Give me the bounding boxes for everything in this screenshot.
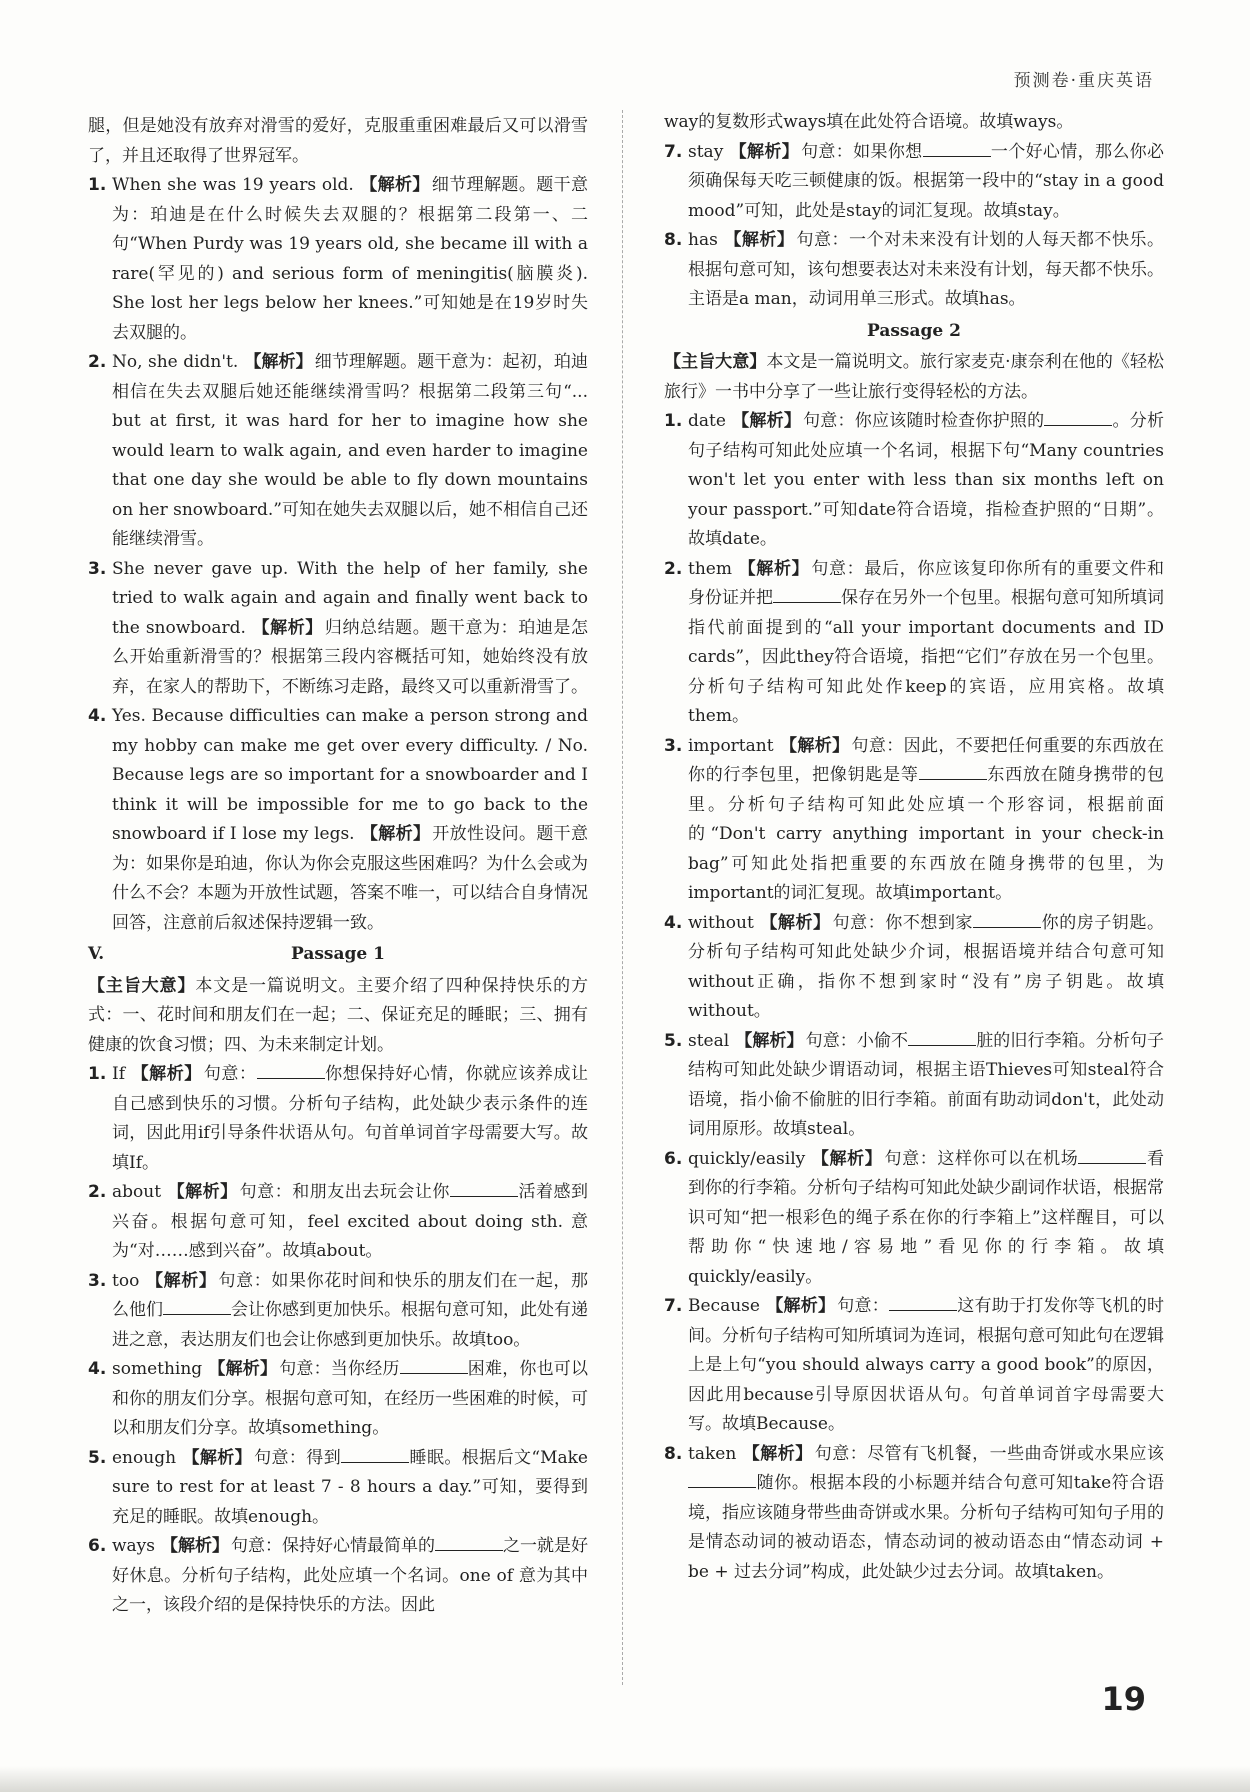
analysis-text-after: 会让你感到更加快乐。根据句意可知，此处有递进之意，表达朋友们也会让你感到更加快乐。故填too。 [112,1300,588,1350]
analysis-tag: 【解析】 [182,1447,253,1468]
item-answer: date [688,411,726,431]
item-number: 3. [88,1270,107,1291]
fill-blank-line [435,1532,503,1551]
analysis-text: 开放性设问。题干意为：如果你是珀迪，你认为你会克服这些困难吗？为什么会或为什么不会？本题为开放性试题，答案不唯一，可以结合自身情况回答，注意前后叙述保持逻辑一致。 [112,824,589,933]
fill-blank-line [257,1060,325,1079]
analysis-text-before: 句意：当你经历 [279,1359,400,1379]
analysis-tag: 【解析】 [811,1148,883,1169]
item-number: 3. [664,735,683,756]
analysis-text-before: 句意：这样你可以在机场 [884,1148,1079,1169]
answer-item [664,1292,1164,1440]
fill-blank-line [450,1178,518,1197]
item-answer: enough [112,1447,177,1468]
analysis-text-before: 句意：因此，不要把任何重要的东西放在你的行李包里，把像钥匙是等 [688,735,1165,785]
passage-2-summary [664,348,1164,407]
item-answer: about [112,1182,162,1202]
item-answer: No, she didn't. [112,352,239,372]
analysis-tag: 【解析】 [759,912,831,933]
analysis-tag: 【解析】 [244,352,313,372]
analysis-text-after: 你的房子钥匙。分析句子结构可知此处缺少介词，根据语境并结合句意可知without正确，指你不想到家时“没有”房子钥匙。故填without。 [688,912,1165,1021]
answer-item [88,171,588,348]
answer-item [664,226,1164,315]
analysis-text: 细节理解题。题干意为：起初，珀迪相信在失去双腿后她还能继续滑雪吗？根据第二段第三句“... but at first, it was hard for her to imagine how she would learn to walk again, and even harder to imagine that one day she would be able to fly down mountains on her snowboard.”可知在她失去双腿以后，她不相信自己还能继续滑雪。 [112,352,589,549]
item-answer: without [688,912,754,933]
analysis-tag: 【解析】 [737,558,810,579]
analysis-text-before: 句意：最后，你应该复印你所有的重要文件和身份证并把 [688,558,1165,608]
analysis-tag: 【解析】 [731,411,802,431]
analysis-text-before: 句意：保持好心情最简单的 [231,1536,436,1556]
running-header: 预测卷·重庆英语 [1013,71,1154,91]
page-bottom-shadow [0,1766,1250,1792]
item-answer: ways [112,1536,156,1556]
left-answer-list-b [88,1060,588,1621]
right-continuation: way的复数形式ways填在此处符合语境。故填ways。 [664,112,1074,132]
item-number: 8. [664,230,683,250]
section-v [88,940,588,970]
item-number: 4. [88,706,107,726]
analysis-text-after: 。分析句子结构可知此处应填一个名词，根据下句“Many countries won't let you enter with less than six months left on your passport.”可知date符合语境，指检查护照的“日期”。故填date。 [688,411,1165,549]
answer-item [88,1060,588,1178]
summary-text: 本文是一篇说明文。主要介绍了四种保持快乐的方式：一、花时间和朋友们在一起；二、保证充足的睡眠；三、拥有健康的饮食习惯；四、为未来制定计划。 [88,975,589,1055]
item-number: 6. [88,1536,107,1556]
item-number: 2. [88,1182,107,1202]
item-number: 1. [664,411,683,431]
answer-item [664,1440,1164,1588]
answer-item [664,909,1164,1027]
analysis-tag: 【解析】 [742,1443,813,1464]
summary-tag: 【主旨大意】 [88,975,196,996]
analysis-tag: 【解析】 [359,175,430,195]
answer-item [88,555,588,703]
answer-item [88,1267,588,1356]
analysis-text-before: 句意：你不想到家 [832,912,974,933]
analysis-tag: 【解析】 [251,617,323,638]
answer-item [664,407,1164,555]
analysis-text-before: 句意：如果你想 [801,141,923,162]
fill-blank-line [341,1444,409,1463]
fill-blank-line [908,1027,976,1046]
analysis-text-before: 句意： [203,1064,257,1084]
analysis-tag: 【解析】 [161,1536,230,1556]
left-answer-list-a [88,171,588,938]
fill-blank-line [400,1355,468,1374]
analysis-text-after: 这有助于打发你等飞机的时间。分析句子结构可知所填词为连词，根据句意可知此句在逻辑上是上句“you should always carry a good book”的原因，因此用because引导原因状语从句。句首单词首字母需要大写。故填Because。 [688,1296,1165,1434]
analysis-text-after: 看到你的行李箱。分析句子结构可知此处缺少副词作状语，根据常识可知“把一根彩色的绳子系在你的行李箱上”这样醒目，可以帮助你“快速地/容易地”看见你的行李箱。故填quickly/easily。 [688,1148,1165,1287]
answer-item [664,732,1164,909]
answer-item [88,1532,588,1621]
page-number: 19 [1101,1680,1146,1718]
item-answer: taken [688,1443,737,1464]
item-answer: Because [688,1296,760,1316]
item-number: 6. [664,1148,683,1169]
analysis-text-after: 困难，你也可以和你的朋友们分享。根据句意可知，在经历一些困难的时候，可以和朋友们分享。故填something。 [112,1359,589,1438]
analysis-text-before: 句意：小偷不 [805,1030,909,1051]
analysis-text-after: 你想保持好心情，你就应该养成让自己感到快乐的习惯。分析句子结构，此处缺少表示条件的连词，因此用if引导条件状语从句。句首单词首字母需要大写。故填If。 [112,1064,589,1173]
item-answer: steal [688,1030,730,1051]
passage-1-summary [88,972,588,1061]
item-answer: important [688,735,774,756]
analysis-text-before: 句意：和朋友出去玩会让你 [239,1182,450,1202]
item-number: 4. [88,1359,107,1379]
analysis-text-after: 一个好心情，那么你必须确保每天吃三顿健康的饭。根据第一段中的“stay in a good mood”可知，此处是stay的词汇复现。故填stay。 [688,141,1165,221]
analysis-tag: 【解析】 [735,1030,804,1051]
fill-blank-line [1044,407,1112,426]
analysis-tag: 【解析】 [145,1270,217,1291]
item-answer: quickly/easily [688,1148,806,1169]
analysis-text-after: 随你。根据本段的小标题并结合句意可知take符合语境，指应该随身带些曲奇饼或水果。分析句子结构可知句子用的是情态动词的被动语态，情态动词的被动语态由“情态动词 + be + 过去分词”构成，此处缺少过去分词。故填taken。 [688,1473,1164,1582]
analysis-text: 归纳总结题。题干意为：珀迪是怎么开始重新滑雪的？根据第三段内容概括可知，她始终没有放弃，在家人的帮助下，不断练习走路，最终又可以重新滑雪了。 [112,617,588,697]
answer-item [664,1145,1164,1293]
passage-2-title: Passage 2 [867,320,961,341]
answer-item [664,555,1164,732]
fill-blank-line [889,1292,957,1311]
analysis-text-after: 东西放在随身携带的包里。分析句子结构可知此处应填一个形容词，根据前面的“Don't carry anything important in your check-in bag”可知此处指把重要的东西放在随身携带的包里，为important的词汇复现。故填important。 [688,765,1165,903]
analysis-text-after: 保存在另外一个包里。根据句意可知所填词指代前面提到的“all your important documents and ID cards”，因此they符合语境，指把“它们”存放在另一个包里。分析句子结构可知此处作keep的宾语，应用宾格。故填them。 [688,588,1164,726]
analysis-tag: 【解析】 [723,230,795,250]
item-number: 1. [88,175,107,195]
right-answer-list-b [664,407,1164,1587]
analysis-tag: 【解析】 [131,1064,202,1084]
fill-blank-line [163,1296,231,1315]
answer-item [88,702,588,938]
analysis-tag: 【解析】 [729,141,800,162]
answer-item [88,1355,588,1444]
fill-blank-line [923,138,991,157]
item-number: 3. [88,558,107,579]
answer-item [88,1178,588,1267]
item-number: 7. [664,141,683,162]
left-intro: 腿，但是她没有放弃对滑雪的爱好，克服重重困难最后又可以滑雪了，并且还取得了世界冠军。 [88,116,588,166]
answer-item [664,1027,1164,1145]
item-number: 2. [664,558,683,579]
item-answer: If [112,1064,126,1084]
analysis-tag: 【解析】 [765,1296,836,1316]
section-roman: V. [88,944,105,964]
summary-text: 本文是一篇说明文。旅行家麦克·康奈利在他的《轻松旅行》一书中分享了一些让旅行变得轻松的方法。 [664,352,1165,402]
fill-blank-line [688,1469,756,1488]
item-number: 8. [664,1443,683,1464]
analysis-text-before: 句意：得到 [254,1447,342,1468]
analysis-text-before: 句意： [837,1296,889,1316]
analysis-text-before: 句意：一个对未来没有计划的人每天都不快乐。根据句意可知，该句想要表达对未来没有计划，每天都不快乐。主语是a man，动词用单三形式。故填has。 [688,230,1165,309]
item-number: 5. [664,1030,683,1051]
right-answer-list-a [664,138,1164,315]
item-answer: them [688,558,732,579]
analysis-text-before: 句意：如果你花时间和快乐的朋友们在一起，那么他们 [112,1270,589,1320]
fill-blank-line [1078,1145,1146,1164]
left-column [88,112,588,1621]
passage-1-title: Passage 1 [291,944,385,964]
right-column [664,108,1164,1587]
analysis-text-after: 活着感到兴奋。根据句意可知，feel excited about doing sth. 意为“对……感到兴奋”。故填about。 [112,1182,589,1261]
item-answer: stay [688,141,724,162]
summary-tag: 【主旨大意】 [664,352,767,372]
analysis-text-after: 脏的旧行李箱。分析句子结构可知此处缺少谓语动词，根据主语Thieves可知steal符合语境，指小偷不偷脏的旧行李箱。前面有助动词don't，此处动词用原形。故填steal。 [688,1030,1165,1139]
answer-item [88,348,588,555]
fill-blank-line [919,761,987,780]
item-answer: She never gave up. With the help of her family, she tried to walk again and again and finally went back to the snowboard. [112,558,588,638]
item-number: 4. [664,912,683,933]
item-answer: too [112,1270,140,1291]
analysis-tag: 【解析】 [360,824,431,844]
analysis-tag: 【解析】 [167,1182,238,1202]
item-answer: has [688,230,718,250]
analysis-tag: 【解析】 [779,735,850,756]
analysis-tag: 【解析】 [208,1359,278,1379]
analysis-text-after: 之一就是好好休息。分析句子结构，此处应填一个名词。one of 意为其中之一，该段介绍的是保持快乐的方法。因此 [112,1536,589,1615]
fill-blank-line [773,584,841,603]
item-number: 1. [88,1064,107,1084]
analysis-text: 细节理解题。题干意为：珀迪是在什么时候失去双腿的？根据第二段第一、二句“When Purdy was 19 years old, she became ill with a rare(罕见的) and serious form of meningitis(脑膜炎). She lost her legs below her knees.”可知她是在19岁时失去双腿的。 [112,175,589,343]
fill-blank-line [973,909,1041,928]
item-number: 2. [88,352,107,372]
item-number: 7. [664,1296,683,1316]
item-number: 5. [88,1447,107,1468]
analysis-text-before: 句意：你应该随时检查你护照的 [803,411,1045,431]
analysis-text-before: 句意：尽管有飞机餐，一些曲奇饼或水果应该 [814,1443,1165,1464]
column-divider [622,110,623,1685]
analysis-text-after: 睡眠。根据后文“Make sure to rest for at least 7 - 8 hours a day.”可知，要得到充足的睡眠。故填enough。 [112,1447,588,1527]
item-answer: Yes. Because difficulties can make a person strong and my hobby can make me get over every difficulty. / No. Because legs are so important for a snowboarder and I think it will be impossible for me to go back to the snowboard if I lose my legs. [112,706,588,844]
answer-item [664,138,1164,227]
answer-item [88,1444,588,1533]
item-answer: something [112,1359,203,1379]
item-answer: When she was 19 years old. [112,175,354,195]
